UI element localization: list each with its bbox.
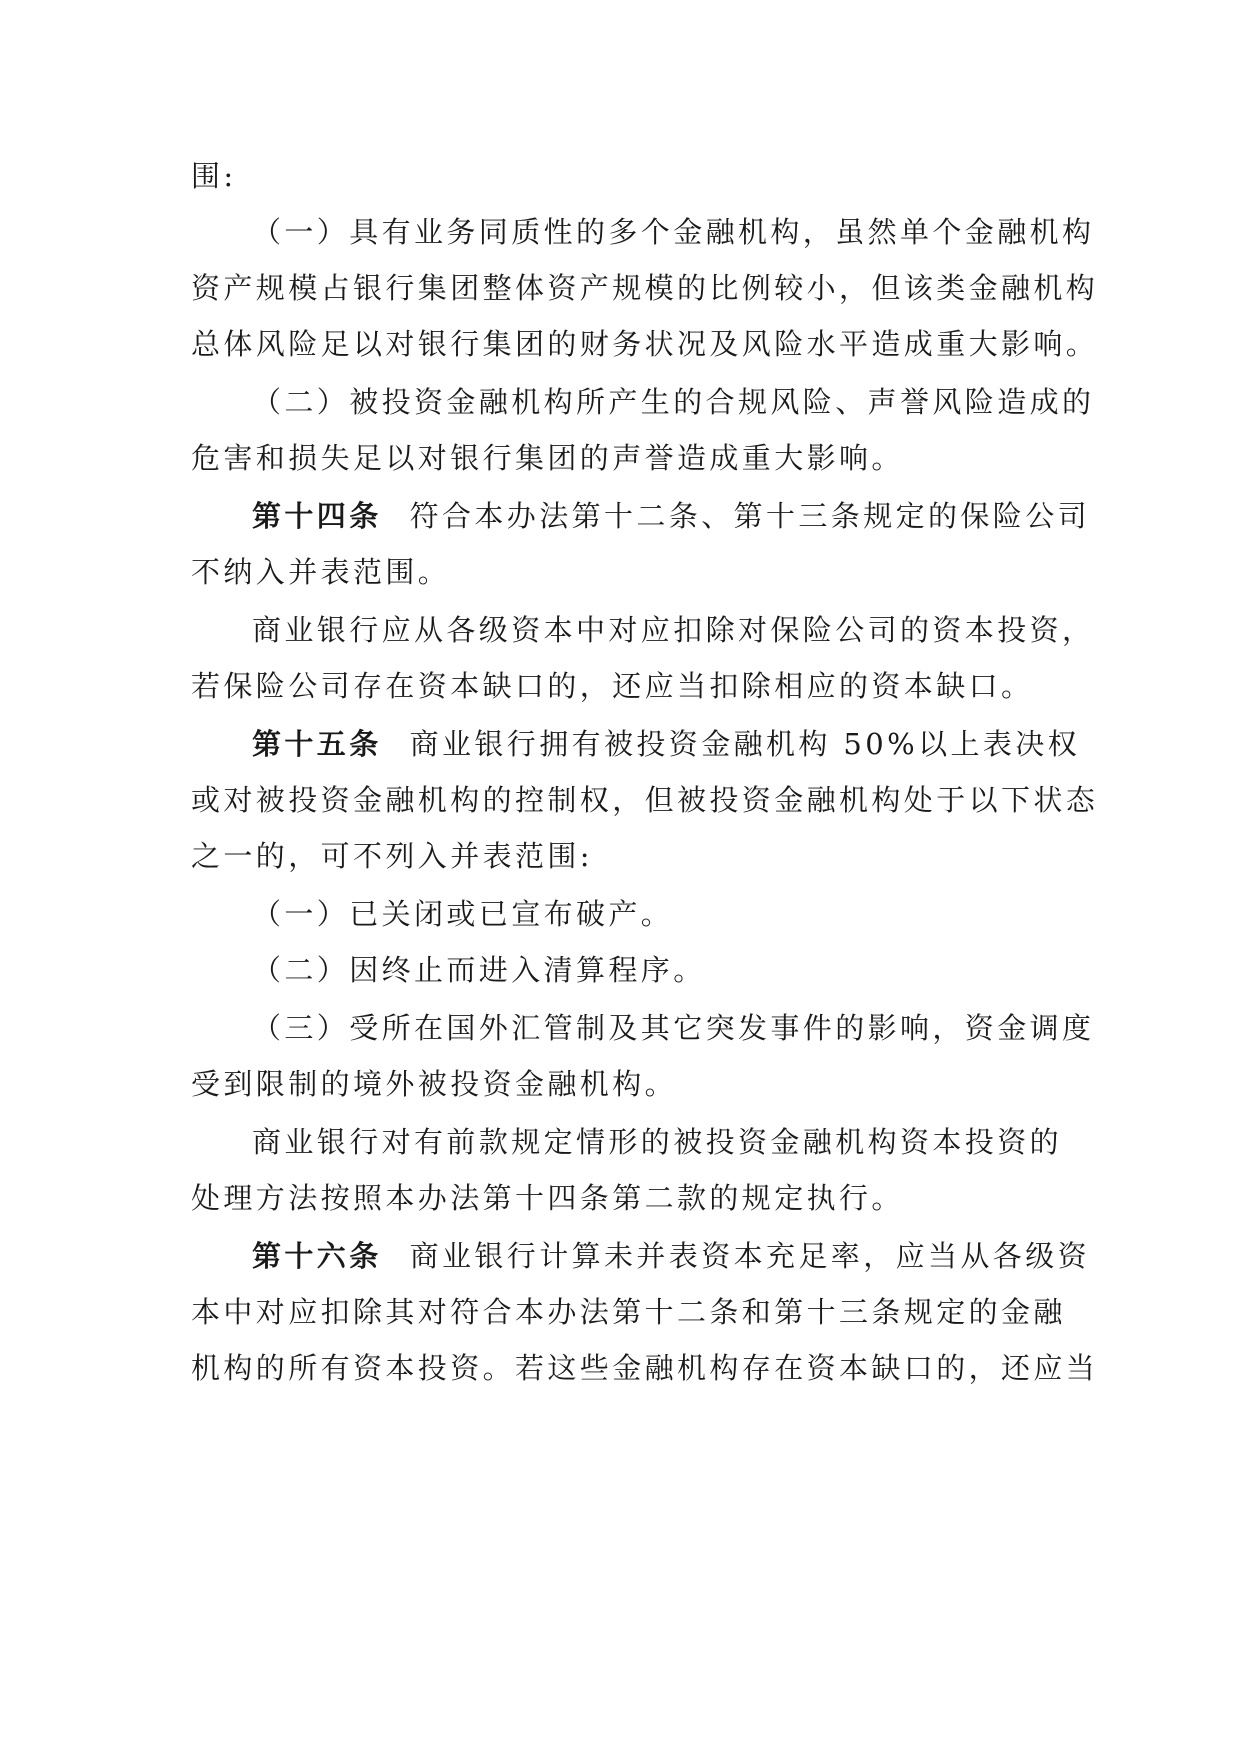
text-line: 总体风险足以对银行集团的财务状况及风险水平造成重大影响。 xyxy=(191,327,1099,361)
text-line: 商业银行对有前款规定情形的被投资金融机构资本投资的 xyxy=(252,1125,1063,1159)
text-line: 危害和损失足以对银行集团的声誉造成重大影响。 xyxy=(191,441,904,475)
text-line: 本中对应扣除其对符合本办法第十二条和第十三条规定的金融 xyxy=(191,1295,1066,1329)
text-line: 不纳入并表范围。 xyxy=(191,555,451,589)
text-line: 若保险公司存在资本缺口的，还应当扣除相应的资本缺口。 xyxy=(191,669,1034,703)
article-16-title: 第十六条 xyxy=(252,1239,382,1273)
article-15-line xyxy=(252,724,1080,764)
text-line: 或对被投资金融机构的控制权，但被投资金融机构处于以下状态 xyxy=(191,783,1099,817)
text-line: 资产规模占银行集团整体资产规模的比例较小，但该类金融机构 xyxy=(191,271,1099,305)
text-line: （一）已关闭或已宣布破产。 xyxy=(252,897,674,931)
text-line: （一）具有业务同质性的多个金融机构，虽然单个金融机构 xyxy=(252,215,1095,249)
text-line: （三）受所在国外汇管制及其它突发事件的影响，资金调度 xyxy=(252,1011,1095,1045)
text-line: 之一的，可不列入并表范围: xyxy=(191,839,593,873)
text-line: （二）被投资金融机构所产生的合规风险、声誉风险造成的 xyxy=(252,385,1095,419)
article-16-text: 商业银行计算未并表资本充足率，应当从各级资 xyxy=(409,1239,1091,1273)
text-line: 处理方法按照本办法第十四条第二款的规定执行。 xyxy=(191,1181,904,1215)
text-line: （二）因终止而进入清算程序。 xyxy=(252,953,706,987)
text-line: 商业银行应从各级资本中对应扣除对保险公司的资本投资， xyxy=(252,613,1095,647)
article-16-line xyxy=(252,1236,1090,1276)
article-15-title: 第十五条 xyxy=(252,727,382,761)
article-14-title: 第十四条 xyxy=(252,499,382,533)
article-14-text: 符合本办法第十二条、第十三条规定的保险公司 xyxy=(409,499,1091,533)
text-line: 受到限制的境外被投资金融机构。 xyxy=(191,1067,678,1101)
text-line: 机构的所有资本投资。若这些金融机构存在资本缺口的，还应当 xyxy=(191,1351,1099,1385)
text-line: 围: xyxy=(191,159,237,193)
article-14-line xyxy=(252,496,1090,536)
article-15-text: 商业银行拥有被投资金融机构 50%以上表决权 xyxy=(409,727,1081,761)
